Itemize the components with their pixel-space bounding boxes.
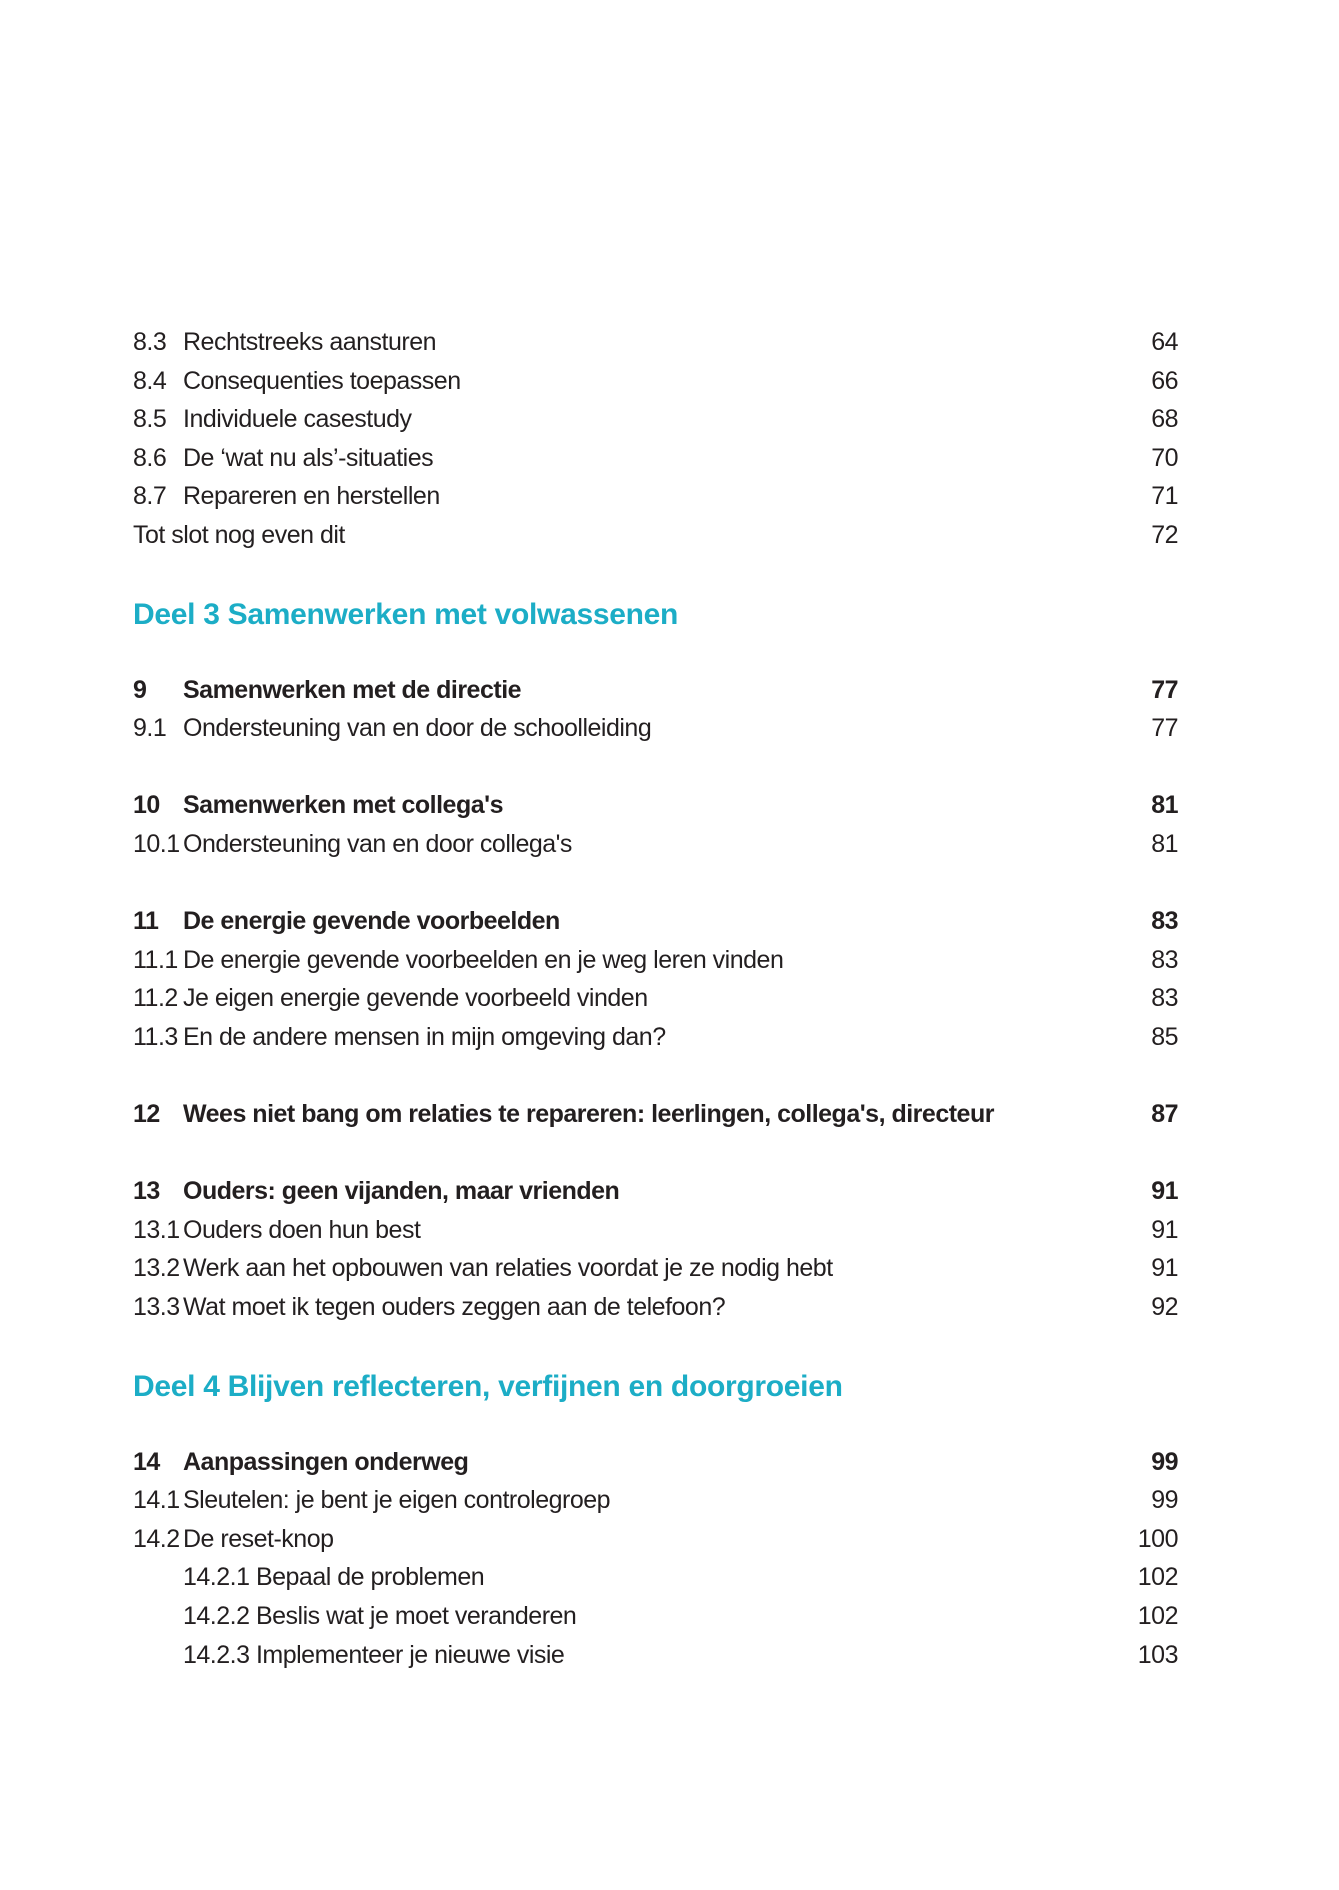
toc-entry bbox=[133, 786, 1178, 825]
toc-entry-page: 92 bbox=[1151, 1293, 1178, 1322]
toc-entry-title: 14.2.2 Beslis wat je moet veranderen bbox=[183, 1602, 577, 1631]
toc-entry bbox=[133, 1597, 1178, 1636]
toc-entry-number: 11.1 bbox=[133, 945, 178, 974]
group-gap bbox=[133, 748, 1178, 787]
toc-entry-page: 102 bbox=[1137, 1602, 1178, 1631]
toc-entry-number: 8.3 bbox=[133, 328, 167, 356]
toc-entry-page: 83 bbox=[1151, 907, 1178, 936]
toc-entry bbox=[133, 979, 1178, 1018]
toc-entry bbox=[133, 709, 1178, 748]
toc-entry-number: 9 bbox=[133, 675, 147, 704]
toc-entry-number: 8.5 bbox=[133, 405, 167, 434]
toc-entry-page: 103 bbox=[1137, 1640, 1178, 1669]
toc-entry-page: 99 bbox=[1151, 1447, 1178, 1476]
toc-entry-page: 99 bbox=[1151, 1486, 1178, 1515]
toc-entry-title: De ‘wat nu als’-situaties bbox=[183, 443, 434, 472]
toc-entry-page: 87 bbox=[1151, 1100, 1178, 1129]
toc-entry-title: Ondersteuning van en door de schoolleiding bbox=[183, 714, 652, 743]
toc-entry-title: Ouders: geen vijanden, maar vrienden bbox=[183, 1177, 620, 1206]
toc-entry-number: 9.1 bbox=[133, 714, 167, 743]
toc-entry bbox=[133, 362, 1178, 401]
toc-entry bbox=[133, 1018, 1178, 1057]
toc-entry-title: Repareren en herstellen bbox=[183, 482, 440, 511]
toc-entry bbox=[133, 1211, 1178, 1250]
toc-entry-number: 10.1 bbox=[133, 829, 180, 858]
toc-entry-page: 71 bbox=[1151, 482, 1178, 511]
toc-entry bbox=[133, 1558, 1178, 1597]
toc-entry bbox=[133, 671, 1178, 710]
toc-entry-number: 13.1 bbox=[133, 1215, 180, 1244]
toc-entry-title: Aanpassingen onderweg bbox=[183, 1447, 469, 1476]
group-gap bbox=[133, 1134, 1178, 1173]
toc-entry-page: 77 bbox=[1151, 675, 1178, 704]
toc-entry bbox=[133, 1249, 1178, 1288]
toc-entry bbox=[133, 1172, 1178, 1211]
toc-entry bbox=[133, 323, 1178, 362]
toc-entry-title: 14.2.1 Bepaal de problemen bbox=[183, 1563, 485, 1592]
part-3-heading: Deel 3 Samenwerken met volwassenen bbox=[133, 597, 679, 631]
toc-entry-page: 91 bbox=[1151, 1215, 1178, 1244]
toc-entry-title: Consequenties toepassen bbox=[183, 366, 461, 395]
toc-entry-page: 70 bbox=[1151, 443, 1178, 472]
toc-entry-number: 11.3 bbox=[133, 1022, 178, 1051]
toc-entry-page: 72 bbox=[1151, 520, 1178, 549]
toc-entry-page: 100 bbox=[1137, 1524, 1178, 1553]
toc-entry-page: 83 bbox=[1151, 945, 1178, 974]
table-of-contents bbox=[133, 323, 1178, 1674]
toc-entry-page: 68 bbox=[1151, 405, 1178, 434]
toc-entry-title: Ouders doen hun best bbox=[183, 1215, 421, 1244]
toc-entry-page: 83 bbox=[1151, 984, 1178, 1013]
toc-entry-title: Samenwerken met collega's bbox=[183, 791, 503, 820]
group-gap bbox=[133, 1057, 1178, 1096]
toc-entry bbox=[133, 902, 1178, 941]
group-gap bbox=[133, 864, 1178, 903]
toc-entry-title: De energie gevende voorbeelden en je weg leren vinden bbox=[183, 945, 784, 974]
part-4-heading: Deel 4 Blijven reflecteren, verfijnen en doorgroeien bbox=[133, 1369, 843, 1403]
toc-entry-page: 81 bbox=[1151, 829, 1178, 858]
toc-entry-page: 77 bbox=[1151, 714, 1178, 743]
toc-entry-number: 14.2 bbox=[133, 1524, 180, 1553]
toc-entry bbox=[133, 439, 1178, 478]
toc-entry-title: Werk aan het opbouwen van relaties voordat je ze nodig hebt bbox=[183, 1254, 833, 1283]
toc-entry bbox=[133, 825, 1178, 864]
toc-entry-title: Rechtstreeks aansturen bbox=[183, 328, 437, 356]
toc-entry-title: 14.2.3 Implementeer je nieuwe visie bbox=[183, 1640, 565, 1669]
toc-entry-page: 91 bbox=[1151, 1254, 1178, 1283]
toc-entry-number: 14 bbox=[133, 1447, 160, 1476]
toc-entry bbox=[133, 1288, 1178, 1327]
toc-entry-number: 13 bbox=[133, 1177, 160, 1206]
toc-entry-number: 12 bbox=[133, 1100, 160, 1129]
toc-entry-page: 81 bbox=[1151, 791, 1178, 820]
toc-entry bbox=[133, 400, 1178, 439]
toc-entry-title: De energie gevende voorbeelden bbox=[183, 907, 560, 936]
toc-entry-number: 13.3 bbox=[133, 1293, 180, 1322]
toc-entry bbox=[133, 1095, 1178, 1134]
toc-entry-number: 14.1 bbox=[133, 1486, 180, 1515]
toc-entry-number: 11.2 bbox=[133, 984, 178, 1013]
toc-entry-number: 8.6 bbox=[133, 443, 167, 472]
toc-entry-number: 11 bbox=[133, 907, 159, 936]
toc-entry-page: 91 bbox=[1151, 1177, 1178, 1206]
toc-entry-title: En de andere mensen in mijn omgeving dan? bbox=[183, 1022, 666, 1051]
toc-entry-title: Wat moet ik tegen ouders zeggen aan de telefoon? bbox=[183, 1293, 726, 1322]
toc-entry-title: Tot slot nog even dit bbox=[133, 520, 345, 549]
toc-entry-title: Sleutelen: je bent je eigen controlegroep bbox=[183, 1486, 611, 1515]
toc-entry-title: Samenwerken met de directie bbox=[183, 675, 522, 704]
toc-entry bbox=[133, 516, 1178, 555]
toc-entry-number: 10 bbox=[133, 791, 160, 820]
toc-entry bbox=[133, 477, 1178, 516]
toc-entry-title: Wees niet bang om relaties te repareren: leerlingen, collega's, directeur bbox=[183, 1100, 994, 1129]
toc-entry-title: De reset-knop bbox=[183, 1524, 334, 1553]
toc-entry-page: 66 bbox=[1151, 366, 1178, 395]
toc-entry-title: Individuele casestudy bbox=[183, 405, 412, 434]
toc-entry-number: 8.7 bbox=[133, 482, 167, 511]
toc-entry bbox=[133, 1636, 1178, 1675]
toc-entry bbox=[133, 1520, 1178, 1559]
toc-entry-number: 8.4 bbox=[133, 366, 167, 395]
toc-entry-page: 102 bbox=[1137, 1563, 1178, 1592]
toc-entry-page: 64 bbox=[1151, 328, 1178, 356]
toc-entry bbox=[133, 941, 1178, 980]
toc-entry bbox=[133, 1481, 1178, 1520]
toc-entry-page: 85 bbox=[1151, 1022, 1178, 1051]
toc-entry bbox=[133, 1443, 1178, 1482]
toc-entry-title: Ondersteuning van en door collega's bbox=[183, 829, 572, 858]
toc-entry-title: Je eigen energie gevende voorbeeld vinden bbox=[183, 984, 648, 1013]
toc-entry-number: 13.2 bbox=[133, 1254, 180, 1283]
